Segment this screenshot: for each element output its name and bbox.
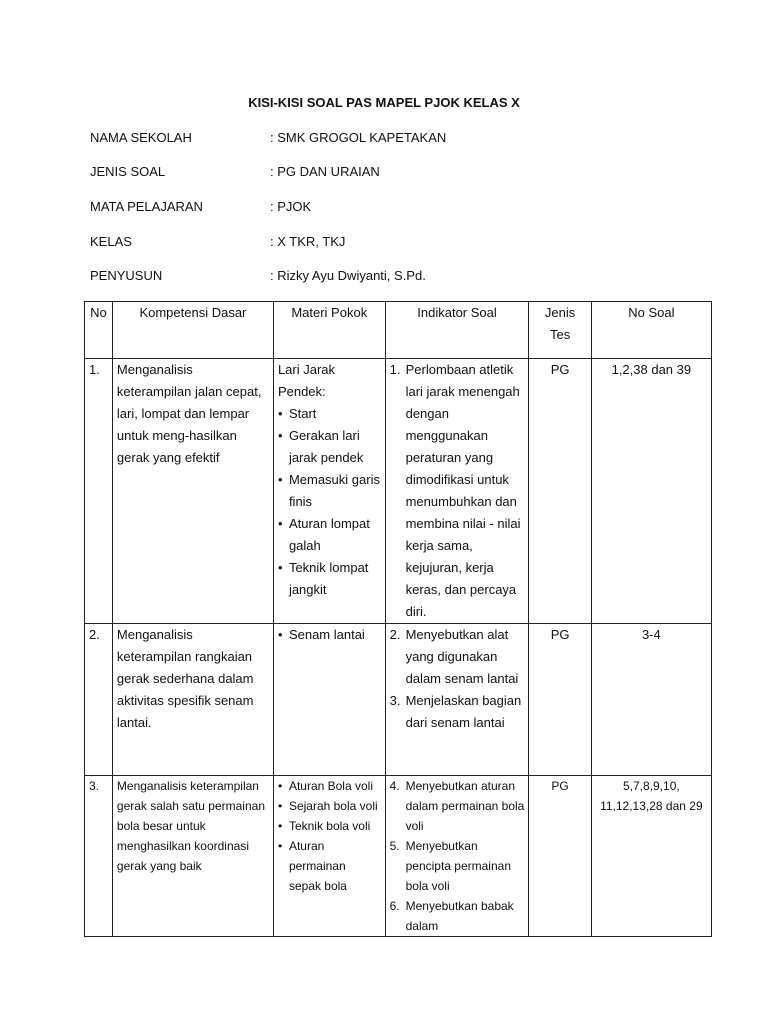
header-no-soal: No Soal [591, 302, 711, 359]
indikator-item [390, 690, 525, 734]
cell-kompetensi-dasar: Menganalisis keterampilan jalan cepat, lari, lompat dan lempar untuk meng-hasilkan gerak yang efektif [112, 359, 273, 624]
cell-indikator-soal [385, 624, 529, 776]
cell-no: 2. [85, 624, 113, 776]
cell-no-soal: 3-4 [591, 624, 711, 776]
kisi-kisi-table [84, 301, 712, 937]
table-row [85, 359, 712, 624]
cell-indikator-soal [385, 776, 529, 937]
materi-item: • Gerakan lari jarak pendek [278, 425, 381, 469]
info-value: : X TKR, TKJ [270, 234, 346, 249]
info-row-school [90, 127, 690, 149]
header-kompetensi-dasar: Kompetensi Dasar [112, 302, 273, 359]
cell-materi-pokok [273, 776, 385, 937]
info-row-class [90, 231, 690, 253]
indikator-number: 6. [389, 899, 400, 913]
materi-list [278, 403, 381, 601]
indikator-item [390, 776, 525, 836]
cell-no: 3. [85, 776, 113, 937]
info-label: KELAS [90, 234, 132, 249]
materi-item: • Aturan permainan sepak bola [278, 836, 381, 896]
indikator-text: Menyebutkan pencipta permainan bola voli [405, 839, 511, 893]
materi-item: • Start [278, 403, 381, 425]
header-no: No [85, 302, 113, 359]
indikator-list [390, 359, 525, 623]
indikator-list [390, 624, 525, 734]
header-jenis-tes: Jenis Tes [529, 302, 591, 359]
table-row [85, 624, 712, 776]
indikator-list [390, 776, 525, 936]
header-indikator-soal: Indikator Soal [385, 302, 529, 359]
indikator-number: 2. [389, 627, 401, 642]
indikator-text: Menyebutkan babak dalam [405, 899, 514, 933]
indikator-item [390, 624, 525, 690]
table-row [85, 776, 712, 937]
table-header-row [85, 302, 712, 359]
info-label: MATA PELAJARAN [90, 199, 203, 214]
info-row-subject [90, 196, 690, 218]
materi-item: • Senam lantai [278, 624, 381, 646]
cell-jenis-tes: PG [529, 776, 591, 937]
info-value: : PG DAN URAIAN [270, 164, 380, 179]
materi-item: • Aturan lompat galah [278, 513, 381, 557]
info-label: PENYUSUN [90, 268, 163, 283]
cell-jenis-tes: PG [529, 624, 591, 776]
indikator-number: 5. [389, 839, 400, 853]
cell-jenis-tes: PG [529, 359, 591, 624]
indikator-text: Menyebutkan alat yang digunakan dalam senam lantai [405, 627, 519, 686]
materi-item: • Teknik bola voli [278, 816, 381, 836]
cell-kompetensi-dasar: Menganalisis keterampilan gerak salah satu permainan bola besar untuk menghasilkan koordinasi gerak yang baik [112, 776, 273, 937]
indikator-number: 3. [389, 693, 401, 708]
cell-indikator-soal [385, 359, 529, 624]
materi-item: • Sejarah bola voli [278, 796, 381, 816]
info-row-author [90, 265, 690, 287]
materi-item: • Aturan Bola voli [278, 776, 381, 796]
indikator-number: 4. [389, 779, 400, 793]
materi-list [278, 776, 381, 896]
info-label: JENIS SOAL [90, 164, 166, 179]
info-value: : SMK GROGOL KAPETAKAN [270, 130, 447, 145]
indikator-number: 1. [389, 362, 401, 377]
info-row-question-type [90, 161, 690, 183]
indikator-text: Perlombaan atletik lari jarak menengah dengan menggunakan peraturan yang dimodifikasi untuk menumbuhkan dan membina nilai - nilai kerja sama, kejujuran, kerja keras, dan percaya diri. [405, 362, 521, 619]
indikator-text: Menyebutkan aturan dalam permainan bola voli [405, 779, 525, 833]
materi-item: • Memasuki garis finis [278, 469, 381, 513]
info-value: : Rizky Ayu Dwiyanti, S.Pd. [270, 268, 426, 283]
info-value: : PJOK [270, 199, 312, 214]
materi-item: • Teknik lompat jangkit [278, 557, 381, 601]
indikator-text: Menjelaskan bagian dari senam lantai [405, 693, 522, 730]
info-label: NAMA SEKOLAH [90, 130, 192, 145]
indikator-item [390, 836, 525, 896]
document-title: KISI-KISI SOAL PAS MAPEL PJOK KELAS X [248, 95, 520, 110]
cell-materi-pokok [273, 624, 385, 776]
cell-materi-pokok [273, 359, 385, 624]
indikator-item [390, 359, 525, 623]
materi-list [278, 624, 381, 646]
header-materi-pokok: Materi Pokok [273, 302, 385, 359]
cell-no: 1. [85, 359, 113, 624]
cell-no-soal: 1,2,38 dan 39 [591, 359, 711, 624]
indikator-item [390, 896, 525, 936]
cell-no-soal: 5,7,8,9,10, 11,12,13,28 dan 29 [591, 776, 711, 937]
cell-kompetensi-dasar: Menganalisis keterampilan rangkaian gerak sederhana dalam aktivitas spesifik senam lantai. [112, 624, 273, 776]
materi-title: Lari Jarak Pendek: [277, 362, 336, 399]
